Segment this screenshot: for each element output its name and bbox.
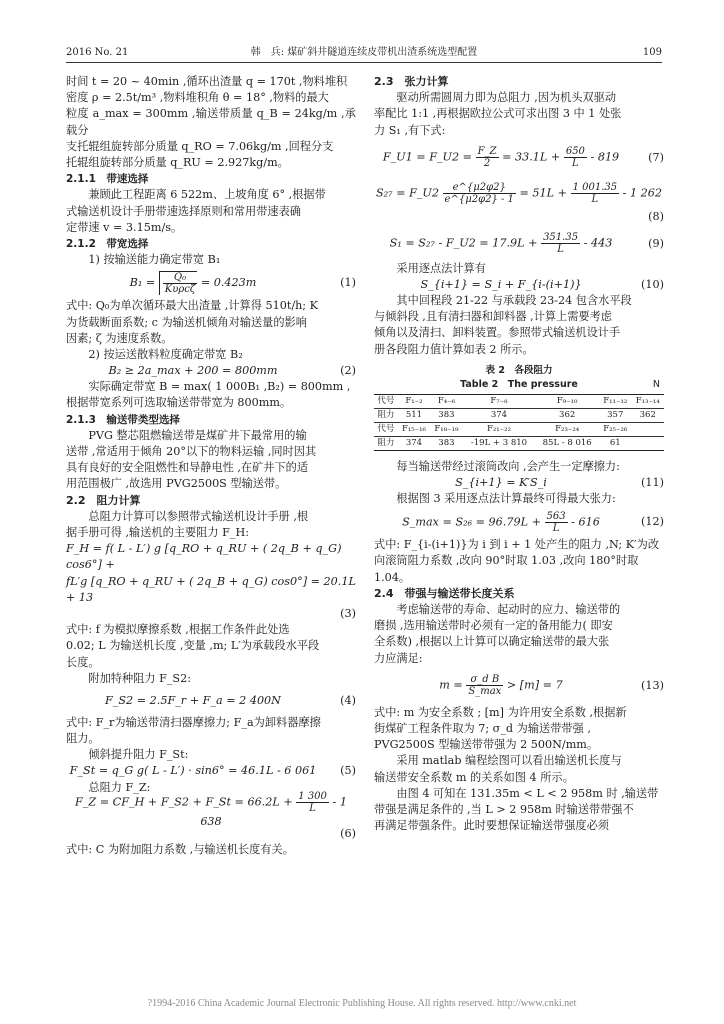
paragraph-line: 册各段阻力值计算如表 2 所示。 — [374, 342, 534, 356]
paragraph-line: 1.04。 — [374, 570, 411, 584]
paragraph-line: 据手册可得 ,输送机的主要阻力 F_H: — [66, 526, 249, 540]
paragraph-line: 式中: m 为安全系数 ; [m] 为许用安全系数 ,根据新 — [374, 705, 627, 719]
paragraph-line: 长度。 — [66, 655, 100, 669]
left-column — [66, 74, 356, 858]
equation-3-line: F_H = f( L - L′) g [q_RO + q_RU + ( 2q_B + q_G) cos6°] + — [66, 542, 342, 572]
paragraph-line: 率配比 1:1 ,再根据欧拉公式可求出图 3 中 1 处张 — [374, 107, 622, 121]
paragraph-line: 为货载断面系数; c 为输送机倾角对输送量的影响 — [66, 315, 307, 329]
paragraph-line: 0.02; L 为输送机长度 ,变量 ,m; L′为承载段水平段 — [66, 639, 320, 653]
section-2-4-title: 2.4 带强与输送带长度关系 — [374, 586, 515, 600]
paragraph-line: 式中: C 为附加阻力系数 ,与输送机长度有关。 — [66, 842, 294, 856]
equation-7: F_U1 = F_U2 = $\frac{F\_Z}{2}$ = 33.1L + $\frac{650}{L}$ - 819 (7) — [382, 146, 664, 170]
intro-line: 托辊组旋转部分质量 q_RU = 2.927kg/m。 — [66, 156, 289, 170]
equation-number: (4) — [340, 693, 356, 707]
equation-number: (2) — [340, 364, 356, 378]
table-caption-cn: 表 2 各段阻力 — [485, 364, 553, 376]
equation-2: B₂ ≥ 2a_max + 200 = 800mm (2) — [66, 363, 356, 379]
equation-6: F_Z = CF_H + F_S2 + F_St = 66.2L + $\frac{1 300}{L}$ - 1 638 — [75, 791, 347, 829]
table-caption-en: Table 2 The pressure N — [460, 378, 660, 390]
equation-13: m = $\frac{\text{σ\_d B}}{S\_\max}$ > [m] = 7 (13) — [439, 674, 664, 698]
equation-number: (13) — [641, 678, 664, 692]
equation-number: (5) — [340, 764, 356, 778]
paragraph-line: 用范围极广 ,故选用 PVG2500S 型输送带。 — [66, 477, 287, 491]
section-2-3-title: 2.3 张力计算 — [374, 75, 449, 88]
equation-4: F_S2 = 2.5F_r + F_a = 2 400N (4) — [66, 693, 356, 709]
paragraph-line: 倾角以及清扫、卸料装置。参照带式输送机设计手 — [374, 326, 621, 340]
subheading: 附加特种阻力 F_S2: — [88, 671, 191, 685]
equation-10: S_{i+1} = S_i + F_{i-(i+1)} (10) — [374, 277, 664, 293]
paragraph-line: 力 S₁ ,有下式: — [374, 123, 446, 137]
section-2-1-1-title: 2.1.1 带速选择 — [66, 173, 149, 186]
equation-number: (3) — [340, 607, 356, 621]
equation-5: F_St = q_G g( L - L′) · sin6° = 46.1L - 6 061 (5) — [66, 764, 356, 780]
section-2-2-title: 2.2 阻力计算 — [66, 493, 141, 507]
equation-11: S_{i+1} = K′S_i (11) — [374, 475, 664, 491]
paragraph-line: 因素; ζ 为速度系数。 — [66, 331, 173, 345]
paragraph-line: 具有良好的安全阻燃性和导静电性 ,在矿井下的适 — [66, 461, 309, 475]
intro-line: 粒度 a_max = 300mm ,输送带质量 q_B = 24kg/m ,承载分 — [66, 107, 356, 137]
paragraph-line: 式中: F_{i-(i+1)}为 i 到 i + 1 处产生的阻力 ,N; K′为改 — [374, 538, 660, 552]
paragraph-line: 输送带安全系数 m 的关系如图 4 所示。 — [374, 770, 574, 784]
paragraph-line: 采用 matlab 编程绘图可以看出输送机长度与 — [396, 754, 622, 768]
subheading: 2) 按运送散料粒度确定带宽 B₂ — [88, 348, 243, 362]
intro-line: 时间 t = 20 ~ 40min ,循环出渣量 q = 170t ,物料堆积 — [66, 75, 348, 88]
paragraph-line: 总阻力计算可以参照带式输送机设计手册 ,根 — [88, 509, 309, 523]
paragraph-line: 其中回程段 21-22 与承载段 23-24 包含水平段 — [396, 294, 632, 308]
intro-line: 支托辊组旋转部分质量 q_RO = 7.06kg/m ,回程分支 — [66, 139, 334, 153]
table-row: 代号 F₁₅₋₁₆ F₁₈₋₁₉ F₂₁₋₂₂ F₂₃₋₂₄ F₂₅₋₂₆ — [374, 422, 664, 436]
paragraph-line: 再满足带强条件。此时要想保证输送带强度必须 — [374, 819, 609, 833]
subheading: 1) 按输送能力确定带宽 B₁ — [88, 253, 221, 267]
paragraph-line: PVG2500S 型输送带带强为 2 500N/mm。 — [374, 738, 599, 752]
table-row: 阻力 511 383 374 362 357 362 — [374, 408, 664, 422]
paragraph-line: 送带 ,常适用于倾角 20°以下的物料运输 ,同时因其 — [66, 445, 317, 459]
intro-line: 密度 ρ = 2.5t/m³ ,物料堆积角 θ = 18° ,物料的最大 — [66, 91, 329, 105]
paragraph-line: 带强是满足条件的 ,当 L > 2 958m 时输送带带强不 — [374, 803, 634, 817]
right-column — [374, 74, 664, 834]
equation-1: B₁ = $\frac{\text{Q₀}}{\text{Kυρcζ}}$ = 0.423m (1) — [129, 272, 356, 296]
equation-number: (9) — [648, 236, 664, 250]
paragraph-line: 定带速 v = 3.15m/s。 — [66, 220, 183, 234]
page-number: 109 — [642, 47, 662, 58]
paragraph-line: 根据带宽系列可选取输送带带宽为 800mm。 — [66, 396, 292, 410]
paragraph-line: 根据图 3 采用逐点法计算最终可得最大张力: — [396, 492, 616, 506]
resistance-table — [374, 394, 664, 451]
paragraph-line: 驱动所需圆周力即为总阻力 ,因为机头双驱动 — [396, 91, 617, 105]
paragraph-line: 阻力。 — [66, 732, 100, 746]
paragraph-line: 式中: f 为模拟摩擦系数 ,根据工作条件此处选 — [66, 623, 290, 637]
table-unit: N — [652, 378, 660, 390]
subheading: 总阻力 F_Z: — [88, 780, 151, 794]
paragraph-line: 式中: F_r为输送带清扫器摩擦力; F_a为卸料器摩擦 — [66, 715, 321, 729]
paragraph-line: 与倾斜段 ,且有清扫器和卸料器 ,计算上需要考虑 — [374, 310, 612, 324]
running-header — [66, 46, 662, 60]
equation-8: S₂₇ = F_U2 $\frac{e\^{}\{\mu 2\varphi 2\}}{e\^{}\{\mu 2\varphi 2\} - 1}$ = 51L + $\frac{1 001.35}{L}$ - 1 262 — [375, 182, 663, 206]
copyright-footer: ?1994-2016 China Academic Journal Electronic Publishing House. All rights reserved. http://www.cnki.net — [147, 998, 577, 1009]
equation-12: S_max = S₂₆ = 96.79L + $\frac{563}{L}$ - 616 (12) — [402, 510, 664, 534]
journal-issue: 2016 No. 21 — [66, 47, 129, 58]
equation-3-line: fL′g [q_RO + q_RU + ( 2q_B + q_G) cos0°] = 20.1L + 13 — [66, 574, 356, 604]
equation-number: (10) — [641, 277, 664, 291]
article-running-title: 韩 兵: 煤矿斜井隧道连续皮带机出渣系统选型配置 — [250, 47, 478, 58]
table-row: 代号 F₁₋₂ F₄₋₆ F₇₋₈ F₉₋₁₀ F₁₁₋₁₂ F₁₃₋₁₄ — [374, 394, 664, 408]
equation-number: (1) — [340, 276, 356, 290]
equation-number: (11) — [641, 475, 664, 489]
section-2-1-3-title: 2.1.3 输送带类型选择 — [66, 413, 180, 426]
subheading: 倾斜提升阻力 F_St: — [88, 748, 189, 762]
paragraph-line: 实际确定带宽 B = max( 1 000B₁ ,B₂) = 800mm , — [88, 380, 351, 394]
header-rule — [66, 62, 662, 63]
table-row: 阻力 374 383 -19L + 3 810 85L - 8 016 61 — [374, 436, 664, 450]
paragraph-line: PVG 整芯阻燃输送带是煤矿井下最常用的输 — [88, 428, 307, 442]
paragraph-line: 采用逐点法计算有 — [396, 261, 486, 275]
paragraph-line: 兼顾此工程距离 6 522m、上坡角度 6° ,根据带 — [88, 188, 326, 202]
paragraph-line: 考虑输送带的寿命、起动时的应力、输送带的 — [396, 603, 621, 617]
paragraph-line: 力应满足: — [374, 651, 423, 665]
paragraph-line: 全系数) ,根据以上计算可以确定输送带的最大张 — [374, 635, 610, 649]
paragraph-line: 每当输送带经过滚筒改向 ,会产生一定摩擦力: — [396, 459, 620, 473]
equation-number: (7) — [648, 150, 664, 164]
equation-number: (8) — [648, 209, 664, 223]
paragraph-line: 磨损 ,选用输送带时必须有一定的备用能力( 即安 — [374, 619, 613, 633]
paragraph-line: 式输送机设计手册带速选择原则和常用带速表确 — [66, 204, 301, 218]
paragraph-line: 由图 4 可知在 131.35m < L < 2 958m 时 ,输送带 — [396, 786, 659, 800]
section-2-1-2-title: 2.1.2 带宽选择 — [66, 238, 149, 251]
equation-number: (6) — [340, 826, 356, 840]
paragraph-line: 向滚筒阻力系数 ,改向 90°时取 1.03 ,改向 180°时取 — [374, 554, 639, 568]
equation-number: (12) — [641, 515, 664, 529]
paragraph-line: 街煤矿工程条件取为 7; σ_d 为输送带带强 , — [374, 722, 591, 736]
equation-9: S₁ = S₂₇ - F_U2 = 17.9L + $\frac{351.35}{L}$ - 443 (9) — [389, 232, 664, 256]
paragraph-line: 式中: Q₀为单次循环最大出渣量 ,计算得 510t/h; K — [66, 299, 318, 313]
